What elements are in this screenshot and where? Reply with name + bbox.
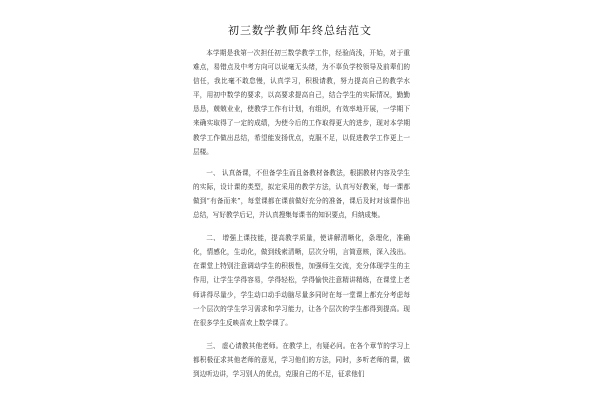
document-title: 初三数学教师年终总结范文	[228, 24, 372, 37]
document-body	[193, 46, 410, 390]
paragraph-section-2: 二、 增强上课技能，提高教学质量，使讲解清晰化，条理化，准确化，情感化，生动化，做到线索清晰，层次分明，言简意赅，深入浅出。在课堂上特别注意调动学生的积极性，加强师生交流，充分体现学生的主作用，让学生学得容易，学得轻松，学得愉快注意精讲精练，在课堂上老师讲得尽量少，学生动口动手动脑尽量多同时在每一堂课上都充分考虑每一个层次的学生学习需求和学习能力，让各个层次的学生都得到提高。现在很多学生反映喜欢上数学课了。	[193, 234, 410, 327]
paragraph-section-3: 三、 虚心请教其他老师。在教学上，有疑必问。在各个章节的学习上都积极征求其他老师的意见，学习他们的方法，同时，多听老师的课，做到边听边讲，学习别人的优点，克服自己的不足，征求他们	[193, 341, 410, 378]
paragraph-intro: 本学期是我第一次担任初三数学教学工作，经验尚浅，开始，对于重难点，易错点及中考方向可以说毫无头绪，为不辜负学校领导及前辈们的信任，我比毫不敢怠慢，认真学习，积极请教，努力提高自己的教学水平，用初中数学的要求，以高要求提高自己，结合学生的实际情况，勤勤恳恳，兢兢业业，使教学工作有计划，有组织，有效率地开展，一学期下来确实取得了一定的成绩，为使今后的工作取得更大的进步，现对本学期教学工作做出总结，希望能发扬优点，克服不足，以促进教学工作更上一层楼。	[193, 49, 410, 156]
paragraph-section-1: 一、 认真备课，不但备学生而且备教材备教法，根据教材内容及学生的实际，设计课的类型，拟定采用的教学方法，认真写好教案，每一课都做到“有备而来”，每堂课都在课前做好充分的准备，课后及时对该课作出总结，写好教学后记，并认真搜集每课书的知识要点，归纳成集。	[193, 168, 410, 220]
